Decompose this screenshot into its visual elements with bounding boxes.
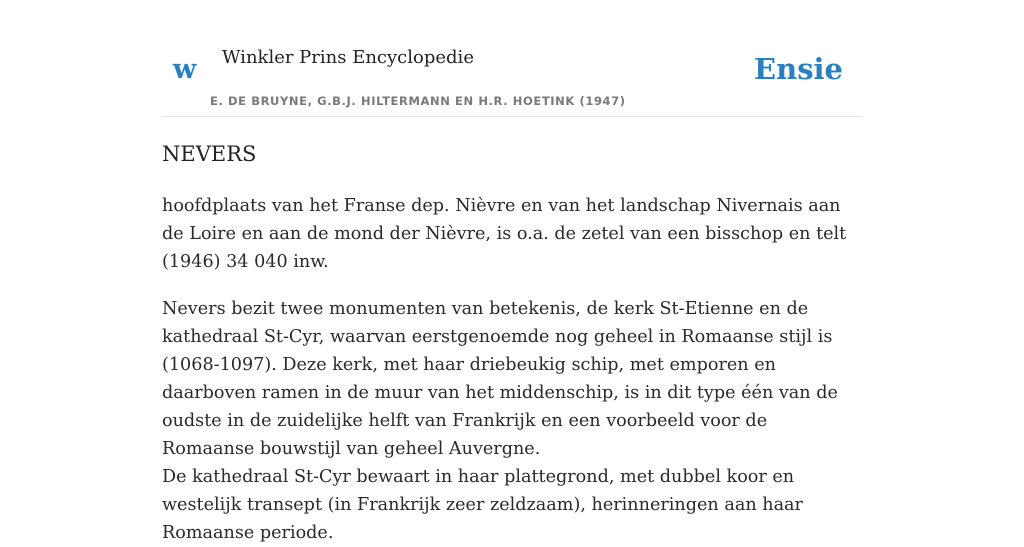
source-authors: E. DE BRUYNE, G.B.J. HILTERMANN EN H.R. HOETINK (1947) (210, 94, 626, 108)
entry-paragraph-2: Nevers bezit twee monumenten van betekenis, de kerk St-Etienne en de kathedraal St-Cyr, waarvan eerstgenoemde nog geheel in Romaanse stijl is (1068-1097). Deze kerk, met haar driebeukig schip, met emporen en daarboven ramen in de muur van het middenschip, is in dit type één van de oudste in de zuidelijke helft van Frankrijk en een voorbeeld voor de Romaanse bouwstijl van geheel Auvergne. (162, 299, 838, 459)
source-title[interactable]: Winkler Prins Encyclopedie (222, 47, 474, 68)
page-content (162, 0, 862, 543)
entry-paragraph-3: De kathedraal St-Cyr bewaart in haar plattegrond, met dubbel koor en westelijk transept (in Frankrijk zeer zeldzaam), herinneringen aan haar Romaanse periode. (162, 467, 803, 543)
entry-title: NEVERS (162, 142, 257, 166)
entry-paragraph-1: hoofdplaats van het Franse dep. Nièvre en van het landschap Nivernais aan de Loire en aan de mond der Nièvre, is o.a. de zetel van een bisschop en telt (1946) 34 040 inw. (162, 196, 847, 272)
source-header (162, 0, 862, 117)
brand-logo[interactable]: Ensie (754, 52, 843, 86)
source-logo[interactable]: w (173, 54, 197, 85)
